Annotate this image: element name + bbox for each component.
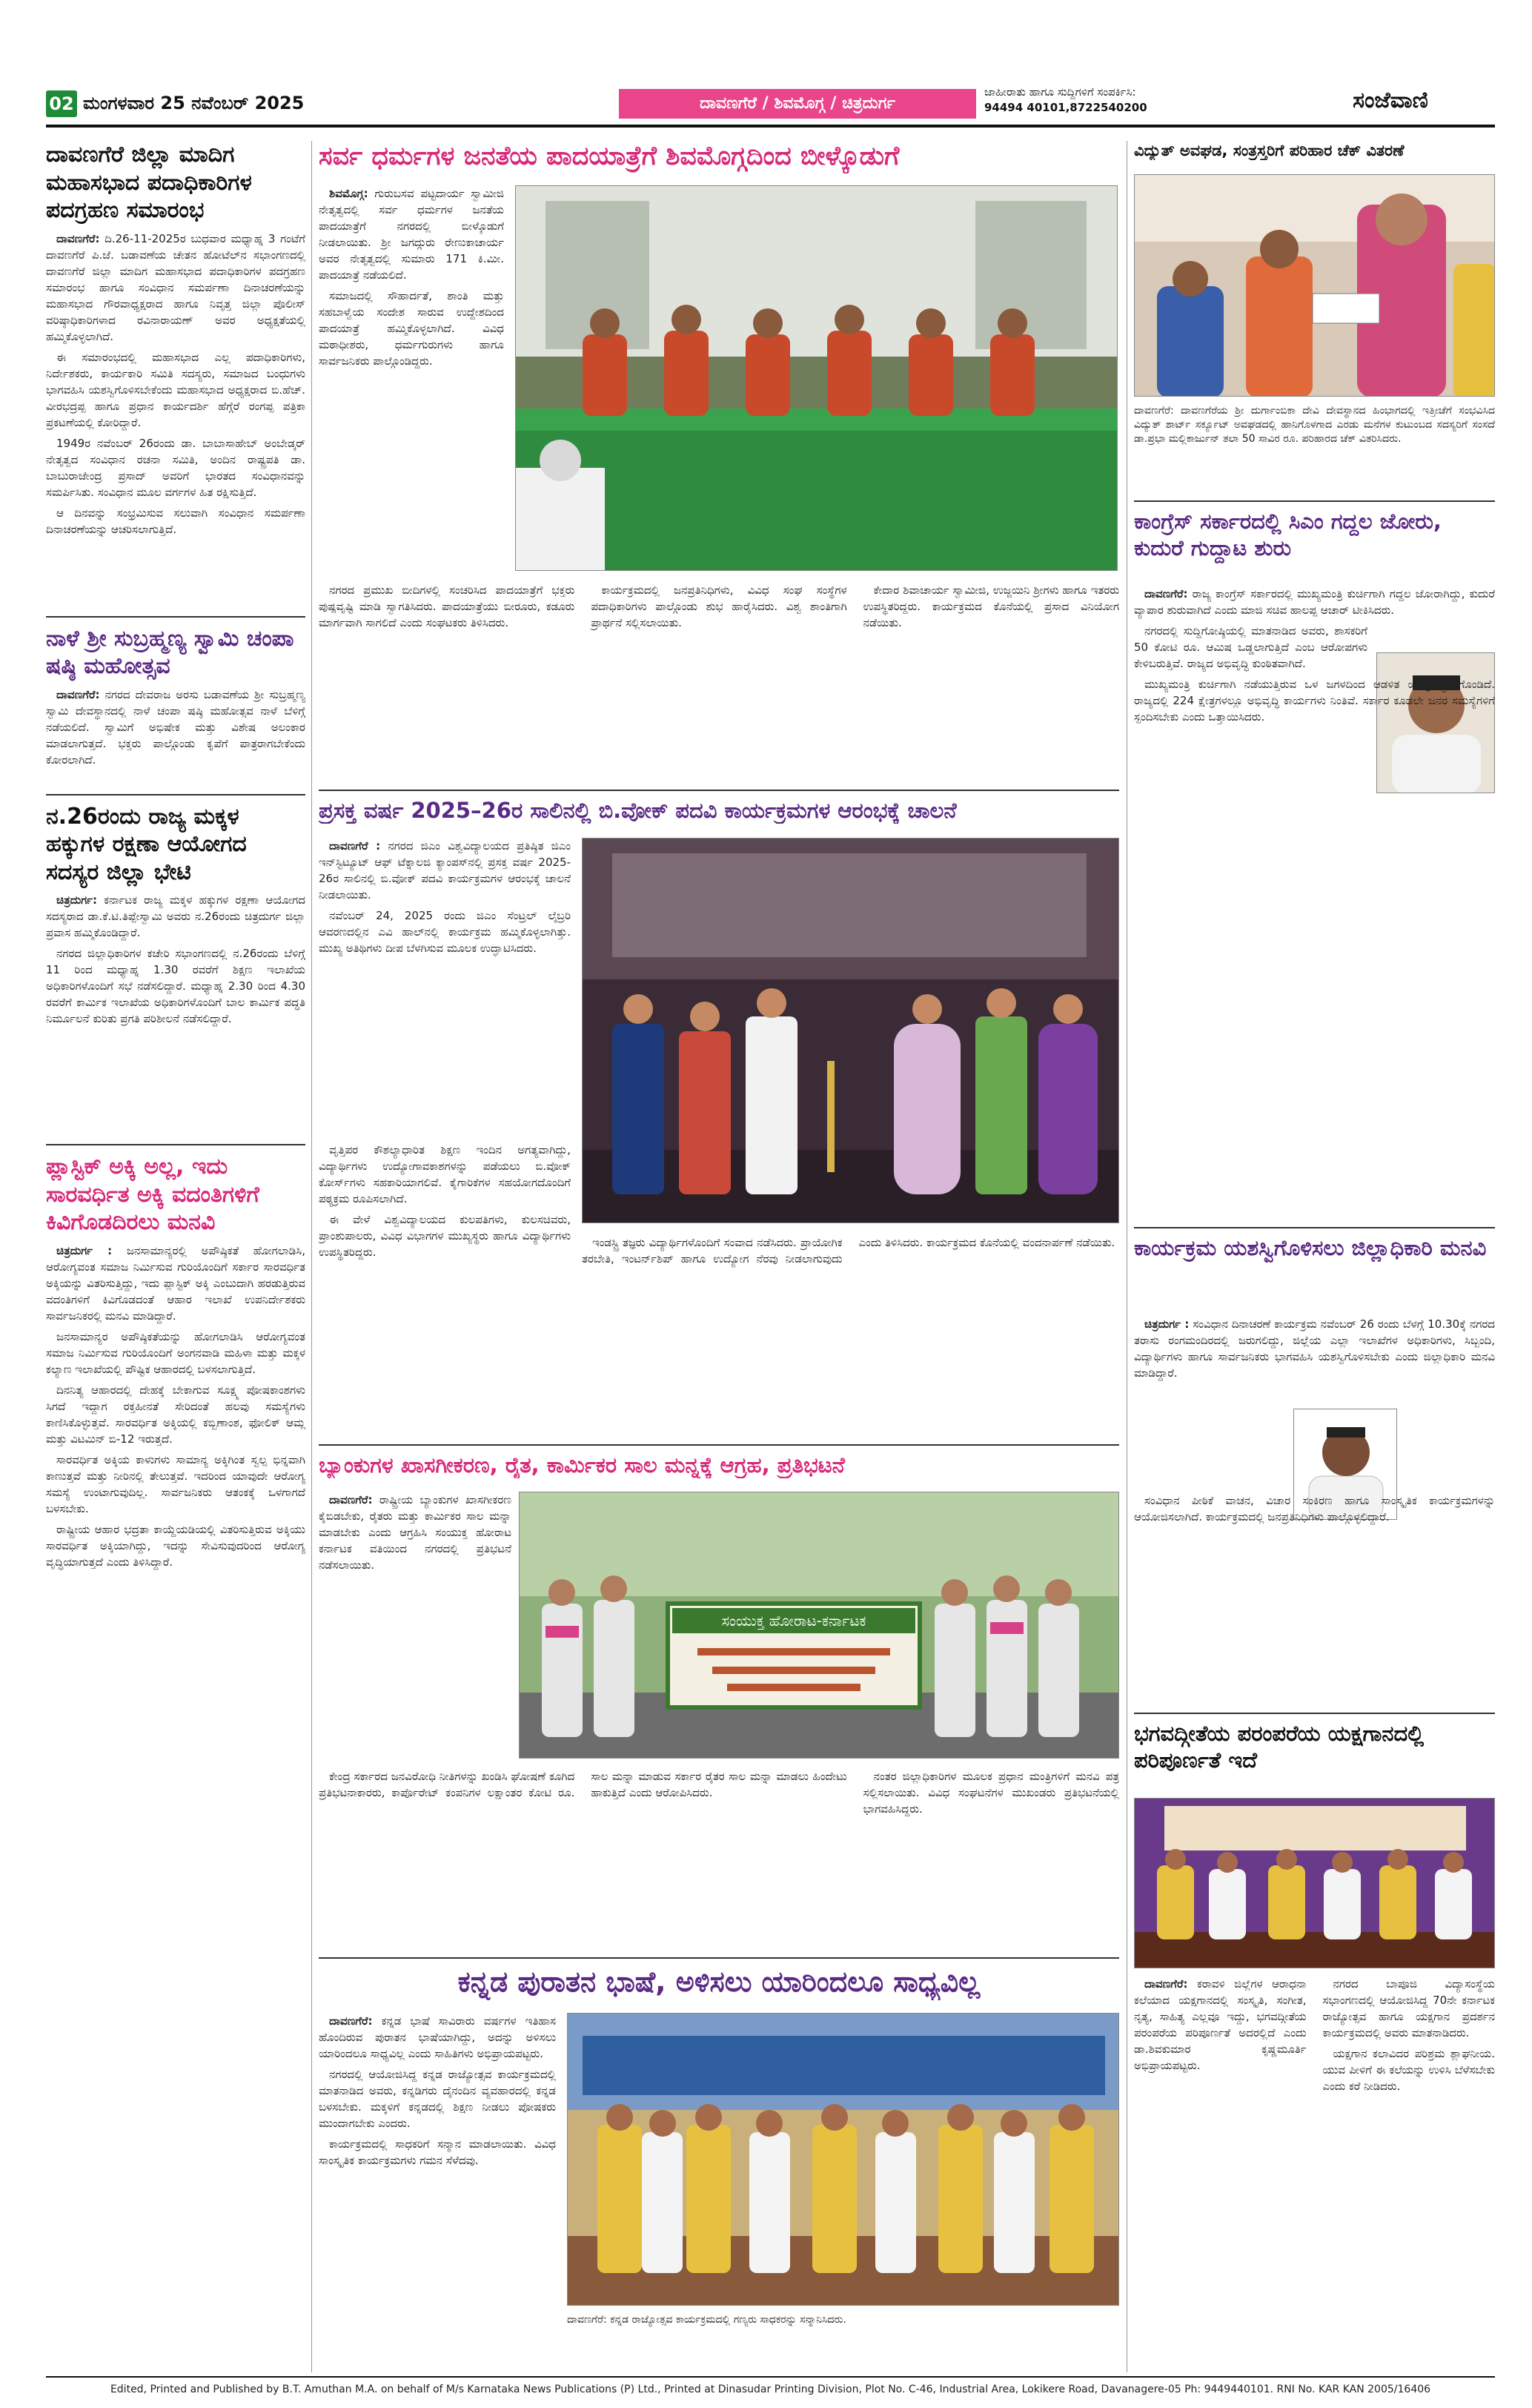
paragraph: ನಗರದಲ್ಲಿ ಸುದ್ದಿಗೋಷ್ಠಿಯಲ್ಲಿ ಮಾತನಾಡಿದ ಅವರು, ಶಾಸಕರಿಗೆ 50 ಕೋಟಿ ರೂ. ಆಮಿಷ ಒಡ್ಡಲಾಗುತ್ತಿದೆ ಎಂಬ ಆರೋಪಗಳು ಕೇಳಿಬರುತ್ತಿವೆ. ರಾಜ್ಯದ ಅಭಿವೃದ್ಧಿ ಕುಂಠಿತವಾಗಿದೆ. (1134, 624, 1367, 670)
kannada-headline: ಕನ್ನಡ ಪುರಾತನ ಭಾಷೆ, ಅಳಿಸಲು ಯಾರಿಂದಲೂ ಸಾಧ್ಯವಿಲ್ಲ (457, 1965, 981, 1998)
paragraph: ಜನಸಾಮಾನ್ಯರ ಅಪೌಷ್ಠಿಕತೆಯನ್ನು ಹೋಗಲಾಡಿಸಿ ಆರೋಗ್ಯವಂತ ಸಮಾಜ ನಿರ್ಮಿಸುವ ಗುರಿಯೊಂದಿಗೆ ಅಂಗನವಾಡಿ ಮಹಿಳಾ ಮತ್ತು ಮಕ್ಕಳ ಕಲ್ಯಾಣ ಇಲಾಖೆಯಲ್ಲಿ ಪೌಷ್ಟಿಕ ಆಹಾರದಲ್ಲಿ ಬಳಸಲಾಗುತ್ತಿದೆ. (46, 1329, 305, 1376)
yakshagana-photo (1134, 1798, 1495, 1968)
paragraph: ಕರಾವಳಿ ಜಿಲ್ಲೆಗಳ ಆರಾಧನಾ ಕಲೆಯಾದ ಯಕ್ಷಗಾನದಲ್ಲಿ ಸಂಸ್ಕೃತಿ, ಸಂಗೀತ, ನೃತ್ಯ, ಸಾಹಿತ್ಯ ಎಲ್ಲವೂ ಇದ್ದು, ಭಗವದ್ಗೀತೆಯ ಪರಂಪರೆಯ ಪರಿಪೂರ್ಣತೆ ಅದರಲ್ಲಿದೆ ಎಂದು ಡಾ.ಶಿವಕುಮಾರ ಕೃಷ್ಣಮೂರ್ತಿ ಅಭಿಪ್ರಾಯಪಟ್ಟರು. (1134, 1977, 1307, 2072)
dateline: ಚಿತ್ರದುರ್ಗ: (56, 893, 98, 907)
electric-accident-photo (1134, 174, 1495, 397)
paragraph: ರಾಷ್ಟ್ರೀಯ ಆಹಾರ ಭದ್ರತಾ ಕಾಯ್ದೆಯಡಿಯಲ್ಲಿ ವಿತರಿಸುತ್ತಿರುವ ಅಕ್ಕಿಯು ಸಾರವರ್ಧಿತ ಅಕ್ಕಿಯಾಗಿದ್ದು, ಇದನ್ನು ಸೇವಿಸುವುದರಿಂದ ಆರೋಗ್ಯ ವೃದ್ಧಿಯಾಗುತ್ತದೆ ಎಂದು ತಿಳಿಸಿದ್ದಾರೆ. (46, 1522, 305, 1569)
dc-appeal-body (1134, 1316, 1495, 1701)
kannada-intro (319, 2013, 556, 2361)
column-rule (311, 141, 312, 2372)
paragraph: ಕಾರ್ಯಕ್ರಮದಲ್ಲಿ ಜನಪ್ರತಿನಿಧಿಗಳು, ವಿವಿಧ ಸಂಘ ಸಂಸ್ಥೆಗಳ ಪದಾಧಿಕಾರಿಗಳು ಪಾಲ್ಗೊಂಡು ಶುಭ ಹಾರೈಸಿದರು. ವಿಶ್ವ ಶಾಂತಿಗಾಗಿ ಪ್ರಾರ್ಥನೆ ಸಲ್ಲಿಸಲಾಯಿತು. (591, 583, 847, 629)
divider (319, 790, 1119, 791)
story-champa-body (46, 687, 305, 787)
bvoc-headline: ಪ್ರಸಕ್ತ ವರ್ಷ 2025–26ರ ಸಾಲಿನಲ್ಲಿ ಬಿ.ವೋಕ್ ಪದವಿ ಕಾರ್ಯಕ್ರಮಗಳ ಆರಂಭಕ್ಕೆ ಚಾಲನೆ (319, 798, 957, 823)
dateline: ದಾವಣಗೆರೆ: (1144, 587, 1188, 601)
paragraph: ಜನಸಾಮಾನ್ಯರಲ್ಲಿ ಅಪೌಷ್ಠಿಕತೆ ಹೋಗಲಾಡಿಸಿ, ಆರೋಗ್ಯವಂತ ಸಮಾಜ ನಿರ್ಮಿಸುವ ಗುರಿಯೊಂದಿಗೆ ಸರ್ಕಾರ ಸಾರವರ್ಧಿತ ಅಕ್ಕಿಯನ್ನು ವಿತರಿಸುತ್ತಿದ್ದು, ಇದು ಪ್ಲಾಸ್ಟಿಕ್ ಅಕ್ಕಿ ಎಂಬುದಾಗಿ ಹರಡುತ್ತಿರುವ ವದಂತಿಗಳಿಗೆ ಕಿವಿಗೊಡದಂತೆ ಆಹಾರ ಇಲಾಖೆ ಉಪನಿರ್ದೇಶಕರು ಸಾರ್ವಜನಿಕರಲ್ಲಿ ಮನವಿ ಮಾಡಿದ್ದಾರೆ. (46, 1243, 305, 1323)
story-child-rights-body (46, 892, 305, 1137)
protest-banner-text: ಸಂಯುಕ್ತ ಹೋರಾಟ-ಕರ್ನಾಟಕ (721, 1612, 866, 1630)
paragraph: ಕರ್ನಾಟಕ ರಾಜ್ಯ ಮಕ್ಕಳ ಹಕ್ಕುಗಳ ರಕ್ಷಣಾ ಆಯೋಗದ ಸದಸ್ಯರಾದ ಡಾ.ಕೆ.ಟಿ.ತಿಪ್ಪೇಸ್ವಾಮಿ ಅವರು ನ.26ರಂದು ಚಿತ್ರದುರ್ಗ ಜಿಲ್ಲಾ ಪ್ರವಾಸ ಹಮ್ಮಿಕೊಂಡಿದ್ದಾರೆ. (46, 893, 305, 939)
cheque-distribution-image (1135, 175, 1495, 397)
dateline: ಚಿತ್ರದುರ್ಗ : (1144, 1317, 1190, 1331)
paragraph: ಈ ವೇಳೆ ವಿಶ್ವವಿದ್ಯಾಲಯದ ಕುಲಪತಿಗಳು, ಕುಲಸಚಿವರು, ಪ್ರಾಂಶುಪಾಲರು, ವಿವಿಧ ವಿಭಾಗಗಳ ಮುಖ್ಯಸ್ಥರು ಹಾಗೂ ವಿದ್ಯಾರ್ಥಿಗಳು ಉಪಸ್ಥಿತರಿದ್ದರು. (319, 1213, 571, 1259)
yakshagana-body (1134, 1976, 1495, 2372)
lamp-lighting-image (583, 838, 1119, 1223)
imprint-line: Edited, Printed and Published by B.T. Amuthan M.A. on behalf of M/s Karnataka News Publications (P) Ltd., Printed at Dinasudar Printing Division, Plot No. C-46, Industrial Area, Lokikere Road, Davanagere-05 Ph: 9449440101. RNI No. KAR KAN 2005/16406 (110, 2384, 1431, 2395)
divider (46, 794, 305, 796)
padayatre-headline: ಸರ್ವ ಧರ್ಮಗಳ ಜನತೆಯ ಪಾದಯಾತ್ರೆಗೆ ಶಿವಮೊಗ್ಗದಿಂದ ಬೀಳ್ಕೊಡುಗೆ (319, 142, 900, 171)
brand-name: ಸಂಜೆವಾಣಿ (1353, 87, 1428, 113)
kannada-caption: ದಾವಣಗೆರೆ: ಕನ್ನಡ ರಾಜ್ಯೋತ್ಸವ ಕಾರ್ಯಕ್ರಮದಲ್ಲಿ ಗಣ್ಯರು ಸಾಧಕರನ್ನು ಸನ್ಮಾನಿಸಿದರು. (567, 2314, 846, 2326)
paragraph: ವೃತ್ತಿಪರ ಕೌಶಲ್ಯಾಧಾರಿತ ಶಿಕ್ಷಣ ಇಂದಿನ ಅಗತ್ಯವಾಗಿದ್ದು, ವಿದ್ಯಾರ್ಥಿಗಳು ಉದ್ಯೋಗಾವಕಾಶಗಳನ್ನು ಪಡೆಯಲು ಬಿ.ವೋಕ್ ಕೋರ್ಸ್‌ಗಳು ಸಹಕಾರಿಯಾಗಲಿವೆ. ಕೈಗಾರಿಕೆಗಳ ಸಹಯೋಗದೊಂದಿಗೆ ಪಠ್ಯಕ್ರಮ ರೂಪಿಸಲಾಗಿದೆ. (319, 1143, 571, 1205)
dc-appeal-headline: ಕಾರ್ಯಕ್ರಮ ಯಶಸ್ವಿಗೊಳಿಸಲು ಜಿಲ್ಲಾಧಿಕಾರಿ ಮನವಿ (1134, 1235, 1487, 1260)
issue-date: ಮಂಗಳವಾರ 25 ನವೆಂಬರ್ 2025 (83, 93, 305, 113)
paragraph: ಯಕ್ಷಗಾನ ಕಲಾವಿದರ ಪರಿಶ್ರಮ ಶ್ಲಾಘನೀಯ. ಯುವ ಪೀಳಿಗೆ ಈ ಕಲೆಯನ್ನು ಉಳಿಸಿ ಬೆಳೆಸಬೇಕು ಎಂದು ಕರೆ ನೀಡಿದರು. (1322, 2047, 1495, 2093)
ads-phone: 94494 40101,8722540200 (984, 101, 1147, 114)
story-rice-body (46, 1243, 305, 2229)
bvoc-intro (319, 838, 571, 1134)
ads-contact (984, 85, 1266, 116)
paragraph: ನಗರದ ಜಿಲ್ಲಾಧಿಕಾರಿಗಳ ಕಚೇರಿ ಸಭಾಂಗಣದಲ್ಲಿ ನ.26ರಂದು ಬೆಳಿಗ್ಗೆ 11 ರಿಂದ ಮಧ್ಯಾಹ್ನ 1.30 ರವರೆಗೆ ಶಿಕ್ಷಣ ಇಲಾಖೆಯ ಅಧಿಕಾರಿಗಳೊಂದಿಗೆ ಸಭೆ ನಡೆಸಲಿದ್ದಾರೆ. ಮಧ್ಯಾಹ್ನ 2.30 ರಿಂದ 4.30 ರವರೆಗೆ ಕಾರ್ಮಿಕ ಇಲಾಖೆಯ ಅಧಿಕಾರಿಗಳೊಂದಿಗೆ ಬಾಲ ಕಾರ್ಮಿಕ ಪದ್ಧತಿ ನಿರ್ಮೂಲನೆ ಕುರಿತು ಪ್ರಗತಿ ಪರಿಶೀಲನೆ ನಡೆಸಲಿದ್ದಾರೆ. (46, 947, 305, 1025)
felicitation-group-image (568, 2014, 1119, 2306)
dateline: ದಾವಣಗೆರೆ: (329, 1493, 373, 1506)
paragraph: ಆ ದಿನವನ್ನು ಸಂಭ್ರಮಿಸುವ ಸಲುವಾಗಿ ಸಂವಿಧಾನ ಸಮರ್ಪಣಾ ದಿನಾಚರಣೆಯನ್ನು ಆಚರಿಸಲಾಗುತ್ತಿದೆ. (46, 506, 305, 536)
paragraph: ಕೇದಾರ ಶಿವಾಚಾರ್ಯ ಸ್ವಾಮೀಜಿ, ಉಜ್ಜಯಿನಿ ಶ್ರೀಗಳು ಹಾಗೂ ಇತರರು ಉಪಸ್ಥಿತರಿದ್ದರು. ಕಾರ್ಯಕ್ರಮದ ಕೊನೆಯಲ್ಲಿ ಪ್ರಸಾದ ವಿನಿಯೋಗ ನಡೆಯಿತು. (863, 583, 1119, 629)
paragraph: ನಗರದ ಬಾಪೂಜಿ ವಿದ್ಯಾಸಂಸ್ಥೆಯ ಸಭಾಂಗಣದಲ್ಲಿ ಆಯೋಜಿಸಿದ್ದ 70ನೇ ಕರ್ನಾಟಕ ರಾಜ್ಯೋತ್ಸವ ಹಾಗೂ ಯಕ್ಷಗಾನ ಪ್ರದರ್ಶನ ಕಾರ್ಯಕ್ರಮದಲ್ಲಿ ಅವರು ಮಾತನಾಡಿದರು. (1322, 1977, 1495, 2040)
paragraph: ನಗರದಲ್ಲಿ ಆಯೋಜಿಸಿದ್ದ ಕನ್ನಡ ರಾಜ್ಯೋತ್ಸವ ಕಾರ್ಯಕ್ರಮದಲ್ಲಿ ಮಾತನಾಡಿದ ಅವರು, ಕನ್ನಡಿಗರು ದೈನಂದಿನ ವ್ಯವಹಾರದಲ್ಲಿ ಕನ್ನಡ ಬಳಸಬೇಕು. ಮಕ್ಕಳಿಗೆ ಕನ್ನಡದಲ್ಲಿ ಶಿಕ್ಷಣ ನೀಡಲು ಪೋಷಕರು ಮುಂದಾಗಬೇಕು ಎಂದರು. (319, 2068, 556, 2130)
bvoc-body-left (319, 1142, 571, 1438)
story-child-rights-headline: ನ.26ರಂದು ರಾಜ್ಯ ಮಕ್ಕಳ ಹಕ್ಕುಗಳ ರಕ್ಷಣಾ ಆಯೋಗದ ಸದಸ್ಯರ ಜಿಲ್ಲಾ ಭೇಟಿ (46, 803, 247, 885)
paragraph: ಮುಖ್ಯಮಂತ್ರಿ ಕುರ್ಚಿಗಾಗಿ ನಡೆಯುತ್ತಿರುವ ಒಳ ಜಗಳದಿಂದ ಆಡಳಿತ ಯಂತ್ರ ಸ್ಥಗಿತಗೊಂಡಿದೆ. ರಾಜ್ಯದಲ್ಲಿ 224 ಕ್ಷೇತ್ರಗಳಲ್ಲೂ ಅಭಿವೃದ್ಧಿ ಕಾರ್ಯಗಳು ನಿಂತಿವೆ. ಸರ್ಕಾರ ಕೂಡಲೇ ಜನರ ಸಮಸ್ಯೆಗಳಿಗೆ ಸ್ಪಂದಿಸಬೇಕು ಎಂದು ಒತ್ತಾಯಿಸಿದರು. (1134, 678, 1495, 724)
edition-banner: ದಾವಣಗೆರೆ / ಶಿವಮೊಗ್ಗ / ಚಿತ್ರದುರ್ಗ (619, 89, 976, 119)
padayatre-photo (515, 185, 1118, 571)
seers-on-stage-image (516, 186, 1118, 571)
paragraph: ನಗರದ ಪ್ರಮುಖ ಬೀದಿಗಳಲ್ಲಿ ಸಂಚರಿಸಿದ ಪಾದಯಾತ್ರೆಗೆ ಭಕ್ತರು ಪುಷ್ಪವೃಷ್ಟಿ ಮಾಡಿ ಸ್ವಾಗತಿಸಿದರು. ಪಾದಯಾತ್ರೆಯು ಬೀರೂರು, ಕಡೂರು ಮಾರ್ಗವಾಗಿ ಸಾಗಲಿದೆ ಎಂದು ಸಂಘಟಕರು ತಿಳಿಸಿದರು. (319, 583, 575, 629)
footer-rule (46, 2376, 1495, 2378)
yakshagana-headline: ಭಗವದ್ಗೀತೆಯ ಪರಂಪರೆಯ ಯಕ್ಷಗಾನದಲ್ಲಿ ಪರಿಪೂರ್ಣತೆ ಇದೆ (1134, 1721, 1425, 1773)
paragraph: ರಾಜ್ಯ ಕಾಂಗ್ರೆಸ್ ಸರ್ಕಾರದಲ್ಲಿ ಮುಖ್ಯಮಂತ್ರಿ ಕುರ್ಚಿಗಾಗಿ ಗದ್ದಲ ಜೋರಾಗಿದ್ದು, ಕುದುರೆ ವ್ಯಾಪಾರ ಶುರುವಾಗಿದೆ ಎಂದು ಮಾಜಿ ಸಚಿವ ಹಾಲಪ್ಪ ಆಚಾರ್ ಟೀಕಿಸಿದರು. (1134, 587, 1495, 617)
paragraph: ಸಮಾಜದಲ್ಲಿ ಸೌಹಾರ್ದತೆ, ಶಾಂತಿ ಮತ್ತು ಸಹಬಾಳ್ವೆಯ ಸಂದೇಶ ಸಾರುವ ಉದ್ದೇಶದಿಂದ ಪಾದಯಾತ್ರೆ ಹಮ್ಮಿಕೊಳ್ಳಲಾಗಿದೆ. ವಿವಿಧ ಮಠಾಧೀಶರು, ಧರ್ಮಗುರುಗಳು ಹಾಗೂ ಸಾರ್ವಜನಿಕರು ಪಾಲ್ಗೊಂಡಿದ್ದರು. (319, 289, 504, 368)
left-column (46, 141, 305, 2372)
bank-protest-body (319, 1768, 1119, 1954)
paragraph: 1949ರ ನವೆಂಬರ್ 26ರಂದು ಡಾ. ಬಾಬಾಸಾಹೇಬ್ ಅಂಬೇಡ್ಕರ್ ನೇತೃತ್ವದ ಸಂವಿಧಾನ ರಚನಾ ಸಮಿತಿ, ಅಂದಿನ ರಾಷ್ಟ್ರಪತಿ ಡಾ. ಬಾಬುರಾಜೇಂದ್ರ ಪ್ರಸಾದ್ ಅವರಿಗೆ ಭಾರತದ ಸಂವಿಧಾನವನ್ನು ಸಮರ್ಪಿಸಿತು. ಸಂವಿಧಾನ ಮೂಲ ವರ್ಗಗಳ ಹಿತ ರಕ್ಷಿಸುತ್ತಿದೆ. (46, 436, 305, 499)
paragraph: ಸಾರವರ್ಧಿತ ಅಕ್ಕಿಯ ಕಾಳುಗಳು ಸಾಮಾನ್ಯ ಅಕ್ಕಿಗಿಂತ ಸ್ವಲ್ಪ ಭಿನ್ನವಾಗಿ ಕಾಣುತ್ತವೆ ಮತ್ತು ನೀರಿನಲ್ಲಿ ತೇಲುತ್ತವೆ. ಇದರಿಂದ ಯಾವುದೇ ಆರೋಗ್ಯ ಸಮಸ್ಯೆ ಉಂಟಾಗುವುದಿಲ್ಲ. ಸಾರ್ವಜನಿಕರು ಆತಂಕಕ್ಕೆ ಒಳಗಾಗದೆ ಬಳಸಬೇಕು. (46, 1452, 305, 1515)
story-rice-headline: ಪ್ಲಾಸ್ಟಿಕ್ ಅಕ್ಕಿ ಅಲ್ಲ, ಇದು ಸಾರವರ್ಧಿತ ಅಕ್ಕಿ ವದಂತಿಗಳಿಗೆ ಕಿವಿಗೊಡದಿರಲು ಮನವಿ (46, 1154, 259, 1235)
dateline: ಶಿವಮೊಗ್ಗ: (329, 187, 368, 200)
paragraph: ಈ ಸಮಾರಂಭದಲ್ಲಿ ಮಹಾಸಭಾದ ಎಲ್ಲ ಪದಾಧಿಕಾರಿಗಳು, ನಿರ್ದೇಶಕರು, ಕಾರ್ಯಕಾರಿ ಸಮಿತಿ ಸದಸ್ಯರು, ಸಮಾಜದ ಬಂಧುಗಳು ಭಾಗವಹಿಸಿ ಯಶಸ್ವಿಗೊಳಿಸಬೇಕೆಂದು ಮಹಾಸಭಾದ ಅಧ್ಯಕ್ಷರಾದ ಬಿ.ಹೆಚ್. ವೀರಭದ್ರಪ್ಪ ಹಾಗೂ ಪ್ರಧಾನ ಕಾರ್ಯದರ್ಶಿ ಹೆಗ್ಗೆರೆ ರಂಗಪ್ಪ ಪತ್ರಿಕಾ ಪ್ರಕಟಣೆಯಲ್ಲಿ ಕೋರಿದ್ದಾರೆ. (46, 350, 305, 429)
paragraph: ನಂತರ ಜಿಲ್ಲಾಧಿಕಾರಿಗಳ ಮೂಲಕ ಪ್ರಧಾನ ಮಂತ್ರಿಗಳಿಗೆ ಮನವಿ ಪತ್ರ ಸಲ್ಲಿಸಲಾಯಿತು. ವಿವಿಧ ಸಂಘಟನೆಗಳ ಮುಖಂಡರು ಪ್ರತಿಭಟನೆಯಲ್ಲಿ ಭಾಗವಹಿಸಿದ್ದರು. (863, 1770, 1119, 1816)
divider (1134, 500, 1495, 502)
dateline: ದಾವಣಗೆರೆ: (1144, 1977, 1188, 1991)
brand-logo (1286, 86, 1495, 116)
bank-protest-photo (519, 1492, 1119, 1759)
bvoc-body-right (582, 1234, 1119, 1438)
paragraph: ಕನ್ನಡ ಭಾಷೆ ಸಾವಿರಾರು ವರ್ಷಗಳ ಇತಿಹಾಸ ಹೊಂದಿರುವ ಪುರಾತನ ಭಾಷೆಯಾಗಿದ್ದು, ಅದನ್ನು ಅಳಿಸಲು ಯಾರಿಂದಲೂ ಸಾಧ್ಯವಿಲ್ಲ ಎಂದು ಸಾಹಿತಿಗಳು ಅಭಿಪ್ರಾಯಪಟ್ಟರು. (319, 2014, 556, 2060)
ads-label: ಜಾಹೀರಾತು ಹಾಗೂ ಸುದ್ದಿಗಳಿಗೆ ಸಂಪರ್ಕಿಸಿ: (984, 85, 1136, 99)
story-champa-headline: ನಾಳೆ ಶ್ರೀ ಸುಬ್ರಹ್ಮಣ್ಯ ಸ್ವಾಮಿ ಚಂಪಾ ಷಷ್ಠಿ ಮಹೋತ್ಸವ (46, 625, 294, 679)
masthead-rule (46, 125, 1495, 128)
electric-accident-caption: ದಾವಣಗೆರೆ: ದಾವಣಗೆರೆಯ ಶ್ರೀ ದುರ್ಗಾಂಬಿಕಾ ದೇವಿ ದೇವಸ್ಥಾನದ ಹಿಂಭಾಗದಲ್ಲಿ ಇತ್ತೀಚೆಗೆ ಸಂಭವಿಸಿದ ವಿದ್ಯುತ್ ಶಾರ್ಟ್ ಸರ್ಕ್ಯೂಟ್ ಅವಘಡದಲ್ಲಿ ಹಾನಿಗೊಳಗಾದ ಎರಡು ಮನೆಗಳ ಕುಟುಂಬದ ಸದಸ್ಯರಿಗೆ ಸಂಸದೆ ಡಾ.ಪ್ರಭಾ ಮಲ್ಲಿಕಾರ್ಜುನ್ ತಲಾ 50 ಸಾವಿರ ರೂ. ಪರಿಹಾರದ ಚೆಕ್ ವಿತರಿಸಿದರು. (1134, 405, 1495, 445)
divider (319, 1957, 1119, 1959)
paragraph: ಸಂವಿಧಾನ ದಿನಾಚರಣೆ ಕಾರ್ಯಕ್ರಮ ನವೆಂಬರ್ 26 ರಂದು ಬೆಳಗ್ಗೆ 10.30ಕ್ಕೆ ನಗರದ ತರಾಸು ರಂಗಮಂದಿರದಲ್ಲಿ ಜರುಗಲಿದ್ದು, ಜಿಲ್ಲೆಯ ಎಲ್ಲಾ ಇಲಾಖೆಗಳ ಅಧಿಕಾರಿಗಳು, ಸಿಬ್ಬಂದಿ, ವಿದ್ಯಾರ್ಥಿಗಳು ಹಾಗೂ ಸಾರ್ವಜನಿಕರು ಭಾಗವಹಿಸಿ ಯಶಸ್ವಿಗೊಳಿಸಬೇಕು ಎಂದು ಜಿಲ್ಲಾಧಿಕಾರಿ ಮನವಿ ಮಾಡಿದ್ದಾರೆ. (1134, 1317, 1495, 1380)
protest-crowd-image (520, 1492, 1119, 1759)
padayatre-intro (319, 185, 504, 571)
story-madiga-body (46, 231, 305, 609)
bvoc-photo (582, 838, 1119, 1223)
dateline: ದಾವಣಗೆರೆ: (56, 231, 100, 245)
paragraph: ಕಾರ್ಯಕ್ರಮದಲ್ಲಿ ಸಾಧಕರಿಗೆ ಸನ್ಮಾನ ಮಾಡಲಾಯಿತು. ವಿವಿಧ ಸಾಂಸ್ಕೃತಿಕ ಕಾರ್ಯಕ್ರಮಗಳು ಗಮನ ಸೆಳೆದವು. (319, 2137, 556, 2167)
paragraph: ದಿನನಿತ್ಯ ಆಹಾರದಲ್ಲಿ ದೇಹಕ್ಕೆ ಬೇಕಾಗುವ ಸೂಕ್ಷ್ಮ ಪೋಷಕಾಂಶಗಳು ಸಿಗದೆ ಇದ್ದಾಗ ರಕ್ತಹೀನತೆ ಸೇರಿದಂತೆ ಹಲವು ಸಮಸ್ಯೆಗಳು ಕಾಣಿಸಿಕೊಳ್ಳುತ್ತವೆ. ಸಾರವರ್ಧಿತ ಅಕ್ಕಿಯಲ್ಲಿ ಕಬ್ಬಿಣಾಂಶ, ಫೋಲಿಕ್ ಆಮ್ಲ ಮತ್ತು ವಿಟಮಿನ್ ಬಿ-12 ಇರುತ್ತದೆ. (46, 1383, 305, 1446)
congress-body (1134, 586, 1495, 1223)
paragraph: ದಿ.26-11-2025ರ ಬುಧವಾರ ಮಧ್ಯಾಹ್ನ 3 ಗಂಟೆಗೆ ದಾವಣಗೆರೆ ಪಿ.ಜೆ. ಬಡಾವಣೆಯ ಚೇತನ ಹೋಟೆಲ್‌ನ ಸಭಾಂಗಣದಲ್ಲಿ ದಾವಣಗೆರೆ ಜಿಲ್ಲಾ ಮಾದಿಗ ಮಹಾಸಭಾದ ಪದಾಧಿಕಾರಿಗಳ ಪದಗ್ರಹಣ ಸಮಾರಂಭ ಹಾಗೂ ಸಂವಿಧಾನ ಸಮರ್ಪಣಾ ದಿನಾಚರಣೆಯನ್ನು ಮಹಾಸಭಾದ ಗೌರವಾಧ್ಯಕ್ಷರಾದ ಹಾಗೂ ನಿವೃತ್ತ ಜಿಲ್ಲಾ ಪೊಲೀಸ್ ವರಿಷ್ಠಾಧಿಕಾರಿಗಳಾದ ರವಿನಾರಾಯಣ್ ಅವರ ಅಧ್ಯಕ್ಷತೆಯಲ್ಲಿ ಹಮ್ಮಿಕೊಳ್ಳಲಾಗಿದೆ. (46, 231, 305, 343)
bank-protest-headline: ಬ್ಯಾಂಕುಗಳ ಖಾಸಗೀಕರಣ, ರೈತ, ಕಾರ್ಮಿಕರ ಸಾಲ ಮನ್ನಕ್ಕೆ ಆಗ್ರಹ, ಪ್ರತಿಭಟನೆ (319, 1452, 845, 1478)
congress-headline: ಕಾಂಗ್ರೆಸ್ ಸರ್ಕಾರದಲ್ಲಿ ಸಿಎಂ ಗದ್ದಲ ಜೋರು, ಕುದುರೆ ಗುದ್ದಾಟ ಶುರು (1134, 509, 1442, 561)
page-number: 02 (46, 90, 77, 117)
dateline: ಚಿತ್ರದುರ್ಗ : (56, 1243, 113, 1257)
paragraph: ಗುರುಬಸವ ಪಟ್ಟದಾರ್ಯ ಸ್ವಾಮೀಜಿ ನೇತೃತ್ವದಲ್ಲಿ ಸರ್ವ ಧರ್ಮಗಳ ಜನತೆಯ ಪಾದಯಾತ್ರೆಗೆ ನಗರದಲ್ಲಿ ಬೀಳ್ಕೊಡುಗೆ ನೀಡಲಾಯಿತು. ಶ್ರೀ ಜಗದ್ಗುರು ರೇಣುಕಾಚಾರ್ಯ ಅವರ ನೇತೃತ್ವದಲ್ಲಿ ಸುಮಾರು 171 ಕಿ.ಮೀ. ಪಾದಯಾತ್ರೆ ನಡೆಯಲಿದೆ. (319, 187, 504, 282)
dateline: ದಾವಣಗೆರೆ : (329, 839, 381, 853)
paragraph: ನಗರದ ಜಿಎಂ ವಿಶ್ವವಿದ್ಯಾಲಯದ ಪ್ರತಿಷ್ಠಿತ ಜಿಎಂ ಇನ್‌ಸ್ಟಿಟ್ಯೂಟ್ ಆಫ್ ಟೆಕ್ನಾಲಜಿ ಕ್ಯಾಂಪಸ್‌ನಲ್ಲಿ ಪ್ರಸಕ್ತ ವರ್ಷ 2025-26ರ ಸಾಲಿನಲ್ಲಿ ಬಿ.ವೋಕ್ ಪದವಿ ಕಾರ್ಯಕ್ರಮಗಳ ಆರಂಭಕ್ಕೆ ಚಾಲನೆ ನೀಡಲಾಯಿತು. (319, 839, 571, 902)
electric-accident-headline: ವಿದ್ಯುತ್ ಅವಘಡ, ಸಂತ್ರಸ್ತರಿಗೆ ಪರಿಹಾರ ಚೆಕ್ ವಿತರಣೆ (1134, 142, 1405, 159)
yakshagana-stage-image (1135, 1799, 1495, 1968)
paragraph: ನವೆಂಬರ್ 24, 2025 ರಂದು ಜಿಎಂ ಸೆಂಟ್ರಲ್ ಲೈಬ್ರರಿ ಆವರಣದಲ್ಲಿನ ಎವಿ ಹಾಲ್‌ನಲ್ಲಿ ಕಾರ್ಯಕ್ರಮ ಹಮ್ಮಿಕೊಳ್ಳಲಾಗಿತ್ತು. ಮುಖ್ಯ ಅತಿಥಿಗಳು ದೀಪ ಬೆಳಗಿಸುವ ಮೂಲಕ ಉದ್ಘಾಟಿಸಿದರು. (319, 909, 571, 955)
divider (46, 616, 305, 618)
kannada-photo (567, 2013, 1119, 2306)
paragraph: ನಗರದ ದೇವರಾಜ ಅರಸು ಬಡಾವಣೆಯ ಶ್ರೀ ಸುಬ್ರಹ್ಮಣ್ಯ ಸ್ವಾಮಿ ದೇವಸ್ಥಾನದಲ್ಲಿ ನಾಳೆ ಚಂಪಾ ಷಷ್ಠಿ ಮಹೋತ್ಸವ ನಾಳೆ ಬೆಳಿಗ್ಗೆ ನಡೆಯಲಿದೆ. ಸ್ವಾಮಿಗೆ ಅಭಿಷೇಕ ಮತ್ತು ವಿಶೇಷ ಅಲಂಕಾರ ಮಾಡಲಾಗುತ್ತದೆ. ಭಕ್ತರು ಪಾಲ್ಗೊಂಡು ಕೃಪೆಗೆ ಪಾತ್ರರಾಗಬೇಕೆಂದು ಕೋರಲಾಗಿದೆ. (46, 687, 305, 767)
divider (1134, 1227, 1495, 1228)
dateline: ದಾವಣಗೆರೆ: (329, 2014, 373, 2028)
divider (319, 1444, 1119, 1446)
dateline: ದಾವಣಗೆರೆ: (56, 687, 100, 701)
divider (1134, 1713, 1495, 1714)
paragraph: ಸಂವಿಧಾನ ಪೀಠಿಕೆ ವಾಚನ, ವಿಚಾರ ಸಂಕಿರಣ ಹಾಗೂ ಸಾಂಸ್ಕೃತಿಕ ಕಾರ್ಯಕ್ರಮಗಳನ್ನು ಆಯೋಜಿಸಲಾಗಿದೆ. ಕಾರ್ಯಕ್ರಮದಲ್ಲಿ ಜನಪ್ರತಿನಿಧಿಗಳು ಪಾಲ್ಗೊಳ್ಳಲಿದ್ದಾರೆ. (1134, 1494, 1495, 1524)
paragraph: ಕೇಂದ್ರ ಸರ್ಕಾರದ ಜನವಿರೋಧಿ ನೀತಿಗಳನ್ನು ಖಂಡಿಸಿ ಘೋಷಣೆ ಕೂಗಿದ ಪ್ರತಿಭಟನಾಕಾರರು, ಕಾರ್ಪೊರೇಟ್ ಕಂಪನಿಗಳ ಲಕ್ಷಾಂತರ ಕೋಟಿ ರೂ. ಸಾಲ ಮನ್ನಾ ಮಾಡುವ ಸರ್ಕಾರ ರೈತರ ಸಾಲ ಮನ್ನಾ ಮಾಡಲು ಹಿಂದೇಟು ಹಾಕುತ್ತಿದೆ ಎಂದು ಆರೋಪಿಸಿದರು. (319, 1770, 847, 1799)
paragraph: ರಾಷ್ಟ್ರೀಯ ಬ್ಯಾಂಕುಗಳ ಖಾಸಗೀಕರಣ ಕೈಬಿಡಬೇಕು, ರೈತರು ಮತ್ತು ಕಾರ್ಮಿಕರ ಸಾಲ ಮನ್ನಾ ಮಾಡಬೇಕು ಎಂದು ಆಗ್ರಹಿಸಿ ಸಂಯುಕ್ತ ಹೋರಾಟ ಕರ್ನಾಟಕ ವತಿಯಿಂದ ನಗರದಲ್ಲಿ ಪ್ರತಿಭಟನೆ ನಡೆಸಲಾಯಿತು. (319, 1493, 511, 1572)
story-madiga-headline: ದಾವಣಗೆರೆ ಜಿಲ್ಲಾ ಮಾದಿಗ ಮಹಾಸಭಾದ ಪದಾಧಿಕಾರಿಗಳ ಪದಗ್ರಹಣ ಸಮಾರಂಭ (46, 142, 252, 223)
divider (46, 1144, 305, 1145)
padayatre-body (319, 582, 1119, 790)
bank-protest-intro (319, 1492, 511, 1759)
paragraph: ಇಂಡಸ್ಟ್ರಿ ತಜ್ಞರು ವಿದ್ಯಾರ್ಥಿಗಳೊಂದಿಗೆ ಸಂವಾದ ನಡೆಸಿದರು. ಪ್ರಾಯೋಗಿಕ ತರಬೇತಿ, ಇಂಟರ್ನ್‌ಶಿಪ್ ಹಾಗೂ ಉದ್ಯೋಗ ನೆರವು ನೀಡಲಾಗುವುದು ಎಂದು ತಿಳಿಸಿದರು. ಕಾರ್ಯಕ್ರಮದ ಕೊನೆಯಲ್ಲಿ ವಂದನಾರ್ಪಣೆ ನಡೆಯಿತು. (582, 1236, 1115, 1266)
